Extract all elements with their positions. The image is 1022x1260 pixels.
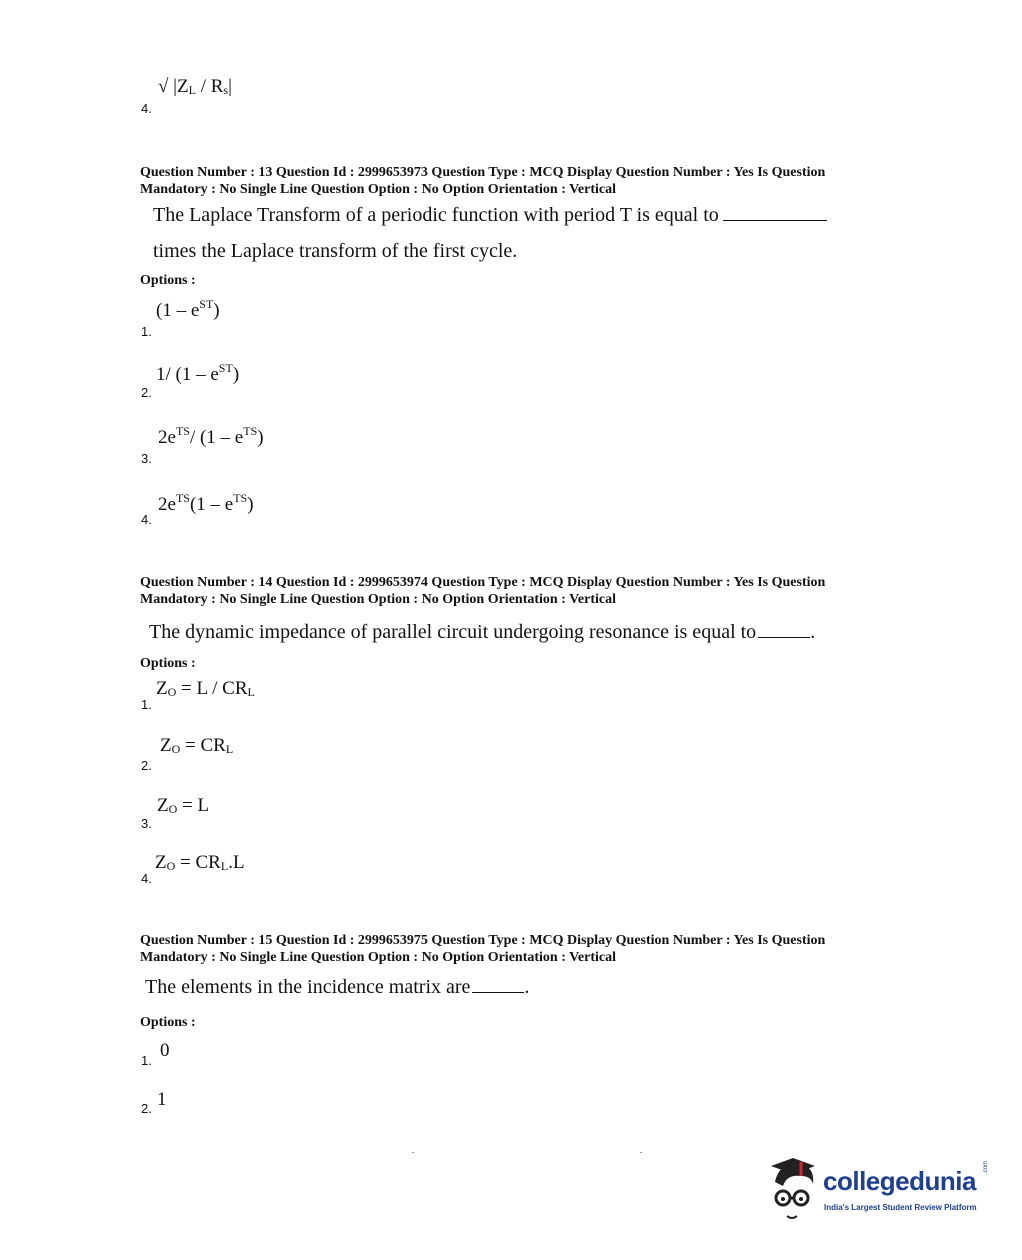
question-14-option-1-text: $Z_O = L / CR_L$: [156, 678, 255, 699]
question-13-options-label: Options :: [140, 273, 196, 288]
question-13-option-4-number: 4.: [141, 512, 152, 527]
question-14-option-3-text: $Z_O = L$: [157, 795, 210, 816]
brand-domain: .com: [983, 1160, 989, 1174]
question-13-option-3-number: 3.: [141, 451, 152, 466]
question-13-text: The Laplace Transform of a periodic function with period T is equal to: [153, 204, 827, 227]
prev-option-4-text: √ $|Z_L / R_s|$: [158, 76, 232, 97]
question-14-text: The dynamic impedance of parallel circuit undergoing resonance is equal to .: [149, 621, 816, 643]
question-13-meta: Question Number : 13 Question Id : 2999653973 Question Type : MCQ Display Question Number : Yes Is Question Mandatory : No Single Line Question Option : No Option Orientation : Vertical: [140, 165, 826, 197]
question-15-text: The elements in the incidence matrix are .: [145, 976, 530, 998]
question-15-meta: Question Number : 15 Question Id : 2999653975 Question Type : MCQ Display Question Number : Yes Is Question Mandatory : No Single Line Question Option : No Option Orientation : Vertical: [140, 933, 826, 965]
prev-option-4-number: 4.: [141, 101, 152, 116]
question-13-option-4-text: $2e^{TS}(1 - e^{TS})$: [158, 491, 254, 515]
scan-mark: [640, 1152, 642, 1153]
brand-name: collegedunia: [823, 1166, 976, 1196]
question-13-option-3-text: $2e^{TS}/$ $(1 - e^{TS})$: [158, 424, 264, 448]
question-13-option-1-text: $(1 - e^{ST})$: [156, 297, 220, 321]
question-15-option-2-text: 1: [157, 1089, 167, 1110]
mascot-icon: [765, 1156, 823, 1226]
question-15-option-1-text: 0: [160, 1040, 170, 1061]
question-14-meta: Question Number : 14 Question Id : 2999653974 Question Type : MCQ Display Question Number : Yes Is Question Mandatory : No Single Line Question Option : No Option Orientation : Vertical: [140, 575, 826, 607]
question-13-option-1-number: 1.: [141, 324, 152, 339]
brand-tagline: India's Largest Student Review Platform: [824, 1203, 977, 1212]
question-14-options-label: Options :: [140, 656, 196, 671]
question-14-option-2-number: 2.: [141, 758, 152, 773]
question-14-option-3-number: 3.: [141, 816, 152, 831]
question-14-option-1-number: 1.: [141, 697, 152, 712]
question-13-text-continued: times the Laplace transform of the first cycle.: [153, 240, 518, 262]
question-15-option-2-number: 2.: [141, 1101, 152, 1116]
scan-mark: [412, 1152, 414, 1153]
question-13-option-2-number: 2.: [141, 385, 152, 400]
answer-blank: [758, 636, 810, 638]
question-14-option-4-number: 4.: [141, 871, 152, 886]
answer-blank: [472, 991, 524, 993]
collegedunia-logo: [765, 1156, 995, 1226]
question-13-option-2-text: 1/ $(1 - e^{ST})$: [156, 361, 240, 385]
question-15-option-1-number: 1.: [141, 1053, 152, 1068]
question-14-option-2-text: $Z_O = CR_L$: [160, 735, 234, 756]
answer-blank: [723, 219, 827, 221]
question-14-option-4-text: $Z_O = CR_L.L$: [155, 852, 245, 873]
question-15-options-label: Options :: [140, 1015, 196, 1030]
